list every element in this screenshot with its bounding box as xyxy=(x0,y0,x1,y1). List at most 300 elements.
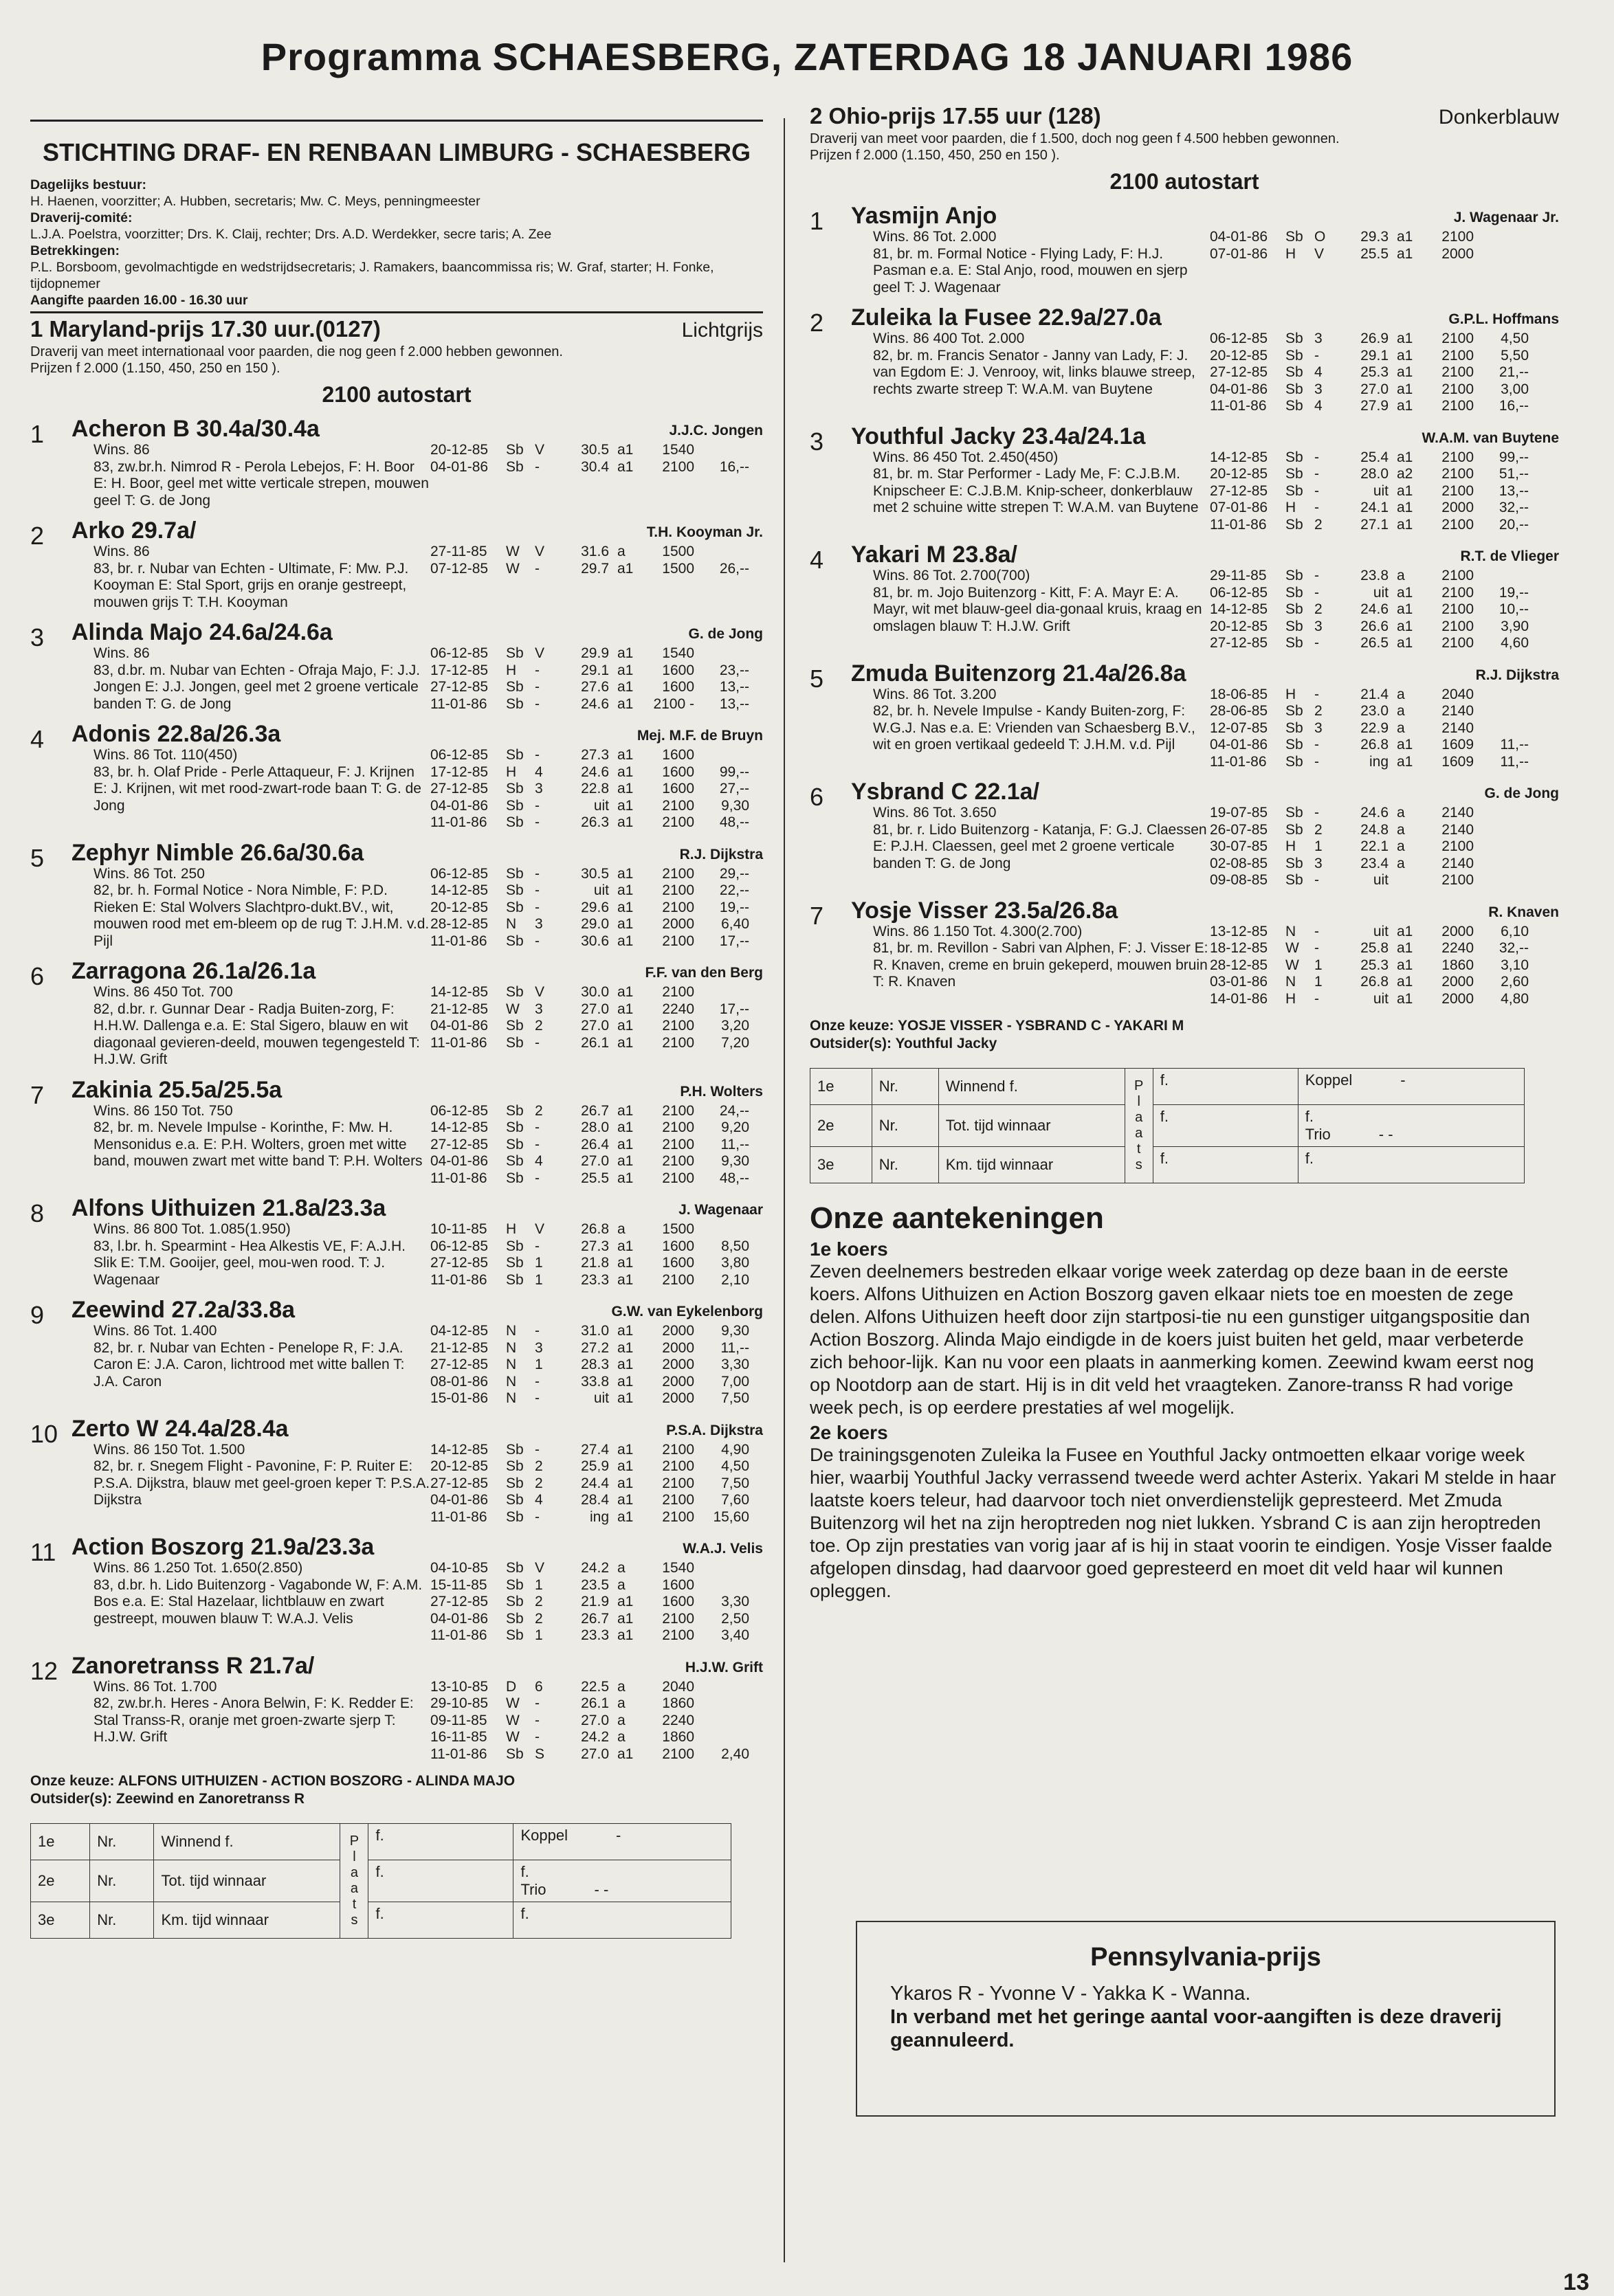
run-date: 06-12-85 xyxy=(1210,331,1268,346)
run-date: 11-01-86 xyxy=(1210,753,1267,770)
run-time: 25.5 xyxy=(1360,245,1389,262)
run-track: Sb xyxy=(506,645,524,661)
run-code: a1 xyxy=(617,747,634,763)
horse-body xyxy=(873,924,1559,1008)
run-time: 26.7 xyxy=(581,1610,609,1627)
run-date: 27-12-85 xyxy=(1210,482,1268,499)
run-date: 07-01-86 xyxy=(1210,245,1268,262)
run-place: - xyxy=(535,899,540,915)
run-code: a1 xyxy=(1397,516,1413,533)
run-track: D xyxy=(506,1678,517,1695)
run-place: - xyxy=(535,1508,540,1525)
run-time: 24.1 xyxy=(1360,500,1389,515)
horse-number: 1 xyxy=(30,420,45,448)
run-time: 24.2 xyxy=(581,1729,609,1745)
run-odds xyxy=(694,544,749,561)
page-title: Programma SCHAESBERG, ZATERDAG 18 JANUARI 1986 xyxy=(261,35,1353,78)
form-row xyxy=(430,1713,763,1730)
horse-form xyxy=(430,984,763,1069)
run-date: 27-12-85 xyxy=(430,1255,489,1271)
horse-name: Alfons Uithuizen 21.8a/23.3a xyxy=(71,1195,386,1221)
run-place: 4 xyxy=(535,764,543,780)
form-row xyxy=(430,1221,763,1238)
run-date: 27-12-85 xyxy=(430,1136,489,1152)
run-track: N xyxy=(506,916,517,932)
run-distance: 2100 xyxy=(662,1136,694,1152)
horse-entry xyxy=(810,203,1559,296)
run-date: 07-12-85 xyxy=(430,560,489,577)
form-row xyxy=(430,866,763,883)
notes-heading: 1e koers xyxy=(810,1238,888,1260)
run-date: 11-01-86 xyxy=(430,1271,487,1288)
result-place: 3e xyxy=(31,1902,90,1939)
run-distance: 1600 xyxy=(662,1238,694,1254)
run-time: 29.7 xyxy=(581,560,609,577)
plaats-label: P l a a t s xyxy=(340,1824,368,1939)
run-odds: 7,20 xyxy=(721,1034,749,1051)
form-row xyxy=(1210,398,1559,415)
result-label: Tot. tijd winnaar xyxy=(154,1860,340,1902)
run-place: 3 xyxy=(1314,381,1323,397)
form-row xyxy=(430,1001,763,1018)
run-distance: 2000 xyxy=(662,916,694,932)
run-track: Sb xyxy=(506,442,524,458)
run-odds: 99,-- xyxy=(1499,449,1529,465)
horse-body xyxy=(93,1442,763,1526)
run-code: a1 xyxy=(617,1323,634,1339)
run-code: a1 xyxy=(1397,381,1413,397)
run-track: H xyxy=(506,764,517,780)
run-time: 31.6 xyxy=(581,544,609,559)
page-number: 13 xyxy=(1563,2269,1589,2295)
run-place: - xyxy=(1314,753,1319,770)
run-odds: 7,50 xyxy=(721,1390,749,1406)
form-row xyxy=(430,561,763,578)
horse-body xyxy=(873,449,1559,534)
run-place: 2 xyxy=(535,1018,543,1034)
run-code: a1 xyxy=(617,882,634,898)
run-distance: 2100 xyxy=(662,1441,694,1458)
horse-entry xyxy=(30,1534,763,1645)
horse-form xyxy=(1210,805,1559,889)
run-date: 20-12-85 xyxy=(1210,618,1268,634)
run-code: a1 xyxy=(617,662,634,678)
run-time: 25.3 xyxy=(1360,957,1389,973)
run-date: 13-12-85 xyxy=(1210,923,1268,939)
result-label: Km. tijd winnaar xyxy=(154,1902,340,1939)
horse-entry xyxy=(30,1195,763,1289)
run-odds xyxy=(1474,568,1529,585)
run-date: 18-06-85 xyxy=(1210,686,1268,702)
form-row xyxy=(430,900,763,917)
run-date: 27-12-85 xyxy=(430,1594,489,1609)
run-track: H xyxy=(506,662,517,678)
run-code: a1 xyxy=(617,645,634,661)
run-date: 04-01-86 xyxy=(1210,737,1268,753)
run-code: a1 xyxy=(617,1018,634,1034)
run-place: 2 xyxy=(1314,516,1323,533)
run-track: Sb xyxy=(506,1238,524,1254)
run-track: Sb xyxy=(506,1441,524,1458)
run-distance: 2100 xyxy=(662,1170,694,1186)
run-distance: 2100 xyxy=(662,1018,694,1034)
run-date: 14-12-85 xyxy=(1210,449,1268,465)
horse-body xyxy=(93,1560,763,1645)
run-code: a1 xyxy=(1397,940,1413,956)
run-odds xyxy=(694,1221,749,1238)
run-odds: 19,-- xyxy=(1499,584,1529,601)
run-code: a xyxy=(617,1712,626,1728)
result-table xyxy=(30,1823,731,1939)
run-odds: 2,40 xyxy=(721,1746,749,1762)
run-code: a1 xyxy=(617,814,634,830)
run-track: Sb xyxy=(1285,516,1303,533)
run-date: 06-12-85 xyxy=(430,1238,489,1254)
run-track: N xyxy=(506,1390,517,1406)
run-time: 27.6 xyxy=(581,679,609,695)
run-distance: 1500 xyxy=(662,560,694,577)
org-name: STICHTING DRAF- EN RENBAAN LIMBURG - SCHAESBERG xyxy=(43,138,751,166)
horse-name: Zeewind 27.2a/33.8a xyxy=(71,1297,296,1323)
horse-driver: H.J.W. Grift xyxy=(685,1659,763,1675)
run-track: N xyxy=(506,1339,517,1356)
run-code: a1 xyxy=(617,865,634,882)
form-row xyxy=(430,814,763,832)
horse-driver: G. de Jong xyxy=(1484,785,1559,801)
run-date: 04-01-86 xyxy=(430,1018,489,1034)
horse-body xyxy=(93,1103,763,1188)
trio-label: Trio xyxy=(1305,1126,1331,1143)
form-row xyxy=(430,1390,763,1407)
form-row xyxy=(430,764,763,781)
run-odds: 15,60 xyxy=(713,1508,749,1525)
run-time: uit xyxy=(1373,584,1389,601)
run-date: 04-01-86 xyxy=(430,458,489,475)
run-time: 24.8 xyxy=(1360,821,1389,838)
run-code: a1 xyxy=(617,1373,634,1390)
run-distance: 2000 xyxy=(662,1323,694,1339)
run-odds xyxy=(1474,246,1529,263)
horse-number: 6 xyxy=(810,783,824,811)
run-date: 14-12-85 xyxy=(430,984,489,1000)
run-time: 22.8 xyxy=(581,781,609,796)
run-track: Sb xyxy=(1285,449,1303,465)
run-distance: 1600 xyxy=(662,1255,694,1271)
form-row xyxy=(430,1119,763,1137)
run-date: 21-12-85 xyxy=(430,1339,489,1356)
right-column xyxy=(810,103,1559,1603)
horse-description: Wins. 86 83, br. r. Nubar van Echten - Ultimate, F: Mw. P.J. Kooyman E: Stal Sport, grijs en oranje gestreept, mouwen grijs T: T.H. Kooyman xyxy=(93,544,409,610)
run-code: a1 xyxy=(1397,923,1413,939)
run-track: Sb xyxy=(506,1136,524,1152)
run-odds: 3,40 xyxy=(721,1627,749,1643)
run-time: 27.4 xyxy=(581,1441,609,1458)
horse-name: Yasmijn Anjo xyxy=(851,203,997,229)
run-date: 15-11-85 xyxy=(430,1576,487,1593)
run-place: - xyxy=(1314,482,1319,499)
race-start: 2100 autostart xyxy=(322,382,472,407)
horse-form xyxy=(430,442,763,509)
form-row xyxy=(430,1340,763,1357)
run-distance: 2100 xyxy=(1441,516,1474,533)
run-odds: 32,-- xyxy=(1499,500,1529,515)
run-time: 26.3 xyxy=(581,814,609,830)
result-place: 1e xyxy=(31,1824,90,1860)
run-distance: 2100 xyxy=(1441,601,1474,617)
run-date: 14-12-85 xyxy=(430,882,489,898)
horse-name: Youthful Jacky 23.4a/24.1a xyxy=(851,423,1146,449)
notes-body xyxy=(810,1238,1559,1603)
run-code: a1 xyxy=(617,933,634,949)
run-odds: 4,90 xyxy=(721,1441,749,1458)
horse-driver: T.H. Kooyman Jr. xyxy=(646,524,763,540)
run-time: 26.9 xyxy=(1360,331,1389,346)
run-track: Sb xyxy=(1285,855,1303,871)
form-row xyxy=(1210,500,1559,517)
org-line: H. Haenen, voorzitter; A. Hubben, secretaris; Mw. C. Meys, penningmeester xyxy=(30,194,480,209)
run-code: a1 xyxy=(617,1746,634,1762)
run-time: 26.1 xyxy=(581,1695,609,1711)
horse-form xyxy=(1210,449,1559,534)
run-time: 23.3 xyxy=(581,1627,609,1643)
form-row xyxy=(1210,957,1559,974)
run-track: Sb xyxy=(1285,229,1303,245)
run-time: 26.8 xyxy=(1360,974,1389,990)
run-time: 23.0 xyxy=(1360,703,1389,719)
run-odds: 11,-- xyxy=(720,1136,749,1152)
run-place: V xyxy=(535,645,545,661)
run-odds: 9,20 xyxy=(721,1119,749,1135)
run-odds: 3,90 xyxy=(1501,618,1529,634)
run-date: 11-01-86 xyxy=(430,695,487,712)
run-code: a1 xyxy=(617,1458,634,1474)
form-row xyxy=(430,1442,763,1459)
horse-description: Wins. 86 Tot. 3.200 82, br. h. Nevele Impulse - Kandy Buiten-zorg, F: W.G.J. Nas e.a. E: Vrienden van Schaesberg B.V., wit en groen vertikaal gedeeld T: J.H.M. v.d. Pijl xyxy=(873,686,1195,753)
run-code: a xyxy=(1397,855,1405,871)
trio-dash: - - xyxy=(594,1881,609,1898)
run-date: 16-11-85 xyxy=(430,1729,487,1745)
run-distance: 2100 xyxy=(662,1475,694,1491)
run-date: 27-12-85 xyxy=(1210,364,1268,380)
run-time: uit xyxy=(1373,990,1389,1007)
run-odds: 11,-- xyxy=(720,1339,749,1356)
horse-number: 12 xyxy=(30,1656,58,1685)
run-time: 30.5 xyxy=(581,865,609,882)
run-code: a1 xyxy=(617,899,634,915)
horse-driver: J.J.C. Jongen xyxy=(669,423,763,438)
run-place: - xyxy=(1314,940,1319,956)
run-place: - xyxy=(1314,584,1319,601)
run-distance: 2000 xyxy=(1441,923,1474,939)
run-time: 25.9 xyxy=(581,1458,609,1474)
run-date: 20-12-85 xyxy=(430,899,489,915)
run-date: 11-01-86 xyxy=(1210,516,1267,533)
run-code: a1 xyxy=(617,1136,634,1152)
run-odds: 10,-- xyxy=(1499,601,1529,617)
form-row xyxy=(1210,348,1559,365)
form-row xyxy=(1210,331,1559,348)
horse-body xyxy=(93,1221,763,1289)
run-track: Sb xyxy=(1285,737,1303,753)
form-row xyxy=(430,1238,763,1256)
run-code: a1 xyxy=(1397,737,1413,753)
run-code: a1 xyxy=(1397,347,1413,364)
run-time: 30.6 xyxy=(581,933,609,949)
run-code: a xyxy=(1397,568,1405,583)
run-distance: 2240 xyxy=(662,1001,694,1017)
run-distance: 2100 xyxy=(662,1610,694,1627)
run-track: Sb xyxy=(506,1594,524,1609)
run-odds xyxy=(1474,720,1529,737)
place-value: f. xyxy=(1153,1147,1298,1183)
run-place: 1 xyxy=(535,1576,543,1593)
run-place: V xyxy=(535,984,545,1000)
run-distance: 2100 xyxy=(662,1458,694,1474)
koppel-dash: - xyxy=(615,1827,621,1844)
run-distance: 1600 xyxy=(662,764,694,780)
run-time: 28.4 xyxy=(581,1492,609,1508)
horse-entry xyxy=(810,660,1559,771)
horse-entry xyxy=(30,1653,763,1763)
result-nr: Nr. xyxy=(90,1824,154,1860)
run-odds: 11,-- xyxy=(1500,737,1529,753)
run-date: 04-01-86 xyxy=(430,1492,489,1508)
place-value: f. xyxy=(368,1860,513,1902)
horse-description: Wins. 86 Tot. 250 82, br. h. Formal Notice - Nora Nimble, F: P.D. Rieken E: Stal Wolvers Slachtpro-dukt.BV., wit, mouwen rood met em-bleem op de rug T: J.H.M. v.d. Pijl xyxy=(93,865,430,949)
form-row xyxy=(430,781,763,798)
run-code: a1 xyxy=(617,984,634,1000)
form-row xyxy=(1210,601,1559,618)
run-date: 11-01-86 xyxy=(430,1508,487,1525)
outsiders: Outsider(s): Youthful Jacky xyxy=(810,1036,997,1051)
org-line: Aangifte paarden 16.00 - 16.30 uur xyxy=(30,293,248,308)
run-date: 27-11-85 xyxy=(430,544,487,559)
run-distance: 2100 xyxy=(662,814,694,830)
run-time: 27.3 xyxy=(581,747,609,763)
run-distance: 1609 xyxy=(1441,753,1474,770)
run-distance: 1600 xyxy=(662,747,694,763)
run-odds xyxy=(1474,838,1529,856)
run-code: a1 xyxy=(1397,482,1413,499)
run-code: a xyxy=(617,1576,626,1593)
run-odds xyxy=(694,1729,749,1746)
result-label: Winnend f. xyxy=(938,1069,1125,1105)
form-row xyxy=(430,1475,763,1493)
run-code: a1 xyxy=(617,1627,634,1643)
run-odds: 3,30 xyxy=(721,1594,749,1609)
run-distance: 1540 xyxy=(662,1560,694,1576)
run-track: Sb xyxy=(506,1508,524,1525)
run-track: Sb xyxy=(1285,398,1303,414)
run-distance: 1540 xyxy=(662,442,694,458)
run-track: Sb xyxy=(1285,584,1303,601)
form-row xyxy=(430,645,763,662)
horse-name: Action Boszorg 21.9a/23.3a xyxy=(71,1534,375,1560)
run-odds: 24,-- xyxy=(719,1102,749,1119)
form-row xyxy=(430,1679,763,1696)
run-code: a1 xyxy=(617,679,634,695)
horse-driver: W.A.M. van Buytene xyxy=(1422,430,1559,446)
run-distance: 2100 xyxy=(1441,398,1474,414)
run-time: 26.4 xyxy=(581,1136,609,1152)
run-distance: 1600 xyxy=(662,1594,694,1609)
result-row xyxy=(31,1902,731,1939)
run-distance: 2140 xyxy=(1441,720,1474,736)
run-distance: 1600 xyxy=(662,1576,694,1593)
run-track: W xyxy=(1285,957,1299,973)
run-place: - xyxy=(535,560,540,577)
result-place: 3e xyxy=(810,1147,872,1183)
run-track: W xyxy=(506,544,520,559)
horse-number: 4 xyxy=(30,725,45,753)
run-date: 06-12-85 xyxy=(430,645,489,661)
horse-entry xyxy=(30,1077,763,1188)
run-distance: 2100 xyxy=(662,899,694,915)
run-track: N xyxy=(1285,974,1296,990)
form-row xyxy=(430,1577,763,1594)
horse-entry xyxy=(30,840,763,950)
run-place: - xyxy=(535,797,540,814)
run-distance: 1540 xyxy=(662,645,694,661)
run-time: 24.6 xyxy=(1360,601,1389,617)
run-date: 19-07-85 xyxy=(1210,805,1268,821)
form-row xyxy=(1210,805,1559,822)
run-time: 26.5 xyxy=(1360,635,1389,651)
run-code: a xyxy=(1397,703,1405,719)
run-time: 25.3 xyxy=(1360,364,1389,380)
form-row xyxy=(430,1170,763,1188)
run-odds: 17,-- xyxy=(719,933,749,949)
run-track: Sb xyxy=(506,747,524,763)
run-time: 27.1 xyxy=(1360,516,1389,533)
run-date: 11-01-86 xyxy=(430,933,487,949)
run-odds: 7,60 xyxy=(721,1492,749,1508)
form-row xyxy=(1210,687,1559,704)
run-time: 26.7 xyxy=(581,1102,609,1119)
form-row xyxy=(430,916,763,933)
run-place: - xyxy=(535,1373,540,1390)
run-date: 17-12-85 xyxy=(430,662,489,678)
trio-f: f. xyxy=(520,1905,529,1922)
left-column xyxy=(30,117,763,1939)
race-title: 1 Maryland-prijs 17.30 uur.(0127) xyxy=(30,316,381,342)
run-place: V xyxy=(535,1560,545,1576)
run-place: 1 xyxy=(535,1627,543,1643)
run-date: 04-01-86 xyxy=(430,1153,489,1169)
run-track: Sb xyxy=(506,1576,524,1593)
run-time: 27.0 xyxy=(581,1001,609,1017)
run-code: a1 xyxy=(617,916,634,932)
run-date: 21-12-85 xyxy=(430,1001,489,1017)
race-conditions: Draverij van meet internationaal voor paarden, die nog geen f 2.000 hebben gewonnen. Prijzen f 2.000 (1.150, 450, 250 en 150 ). xyxy=(30,344,563,376)
run-track: Sb xyxy=(506,695,524,712)
horse-number: 2 xyxy=(30,522,45,550)
horse-driver: G.P.L. Hoffmans xyxy=(1448,311,1559,327)
form-row xyxy=(430,1255,763,1272)
run-date: 17-12-85 xyxy=(430,764,489,780)
run-track: Sb xyxy=(506,1610,524,1627)
form-row xyxy=(430,1458,763,1475)
run-distance: 2000 xyxy=(662,1357,694,1372)
run-date: 11-01-86 xyxy=(430,1627,487,1643)
run-date: 08-01-86 xyxy=(430,1373,489,1390)
run-track: Sb xyxy=(1285,381,1303,397)
horse-driver: F.F. van den Berg xyxy=(645,965,763,981)
run-time: 29.1 xyxy=(581,662,609,678)
run-time: 29.1 xyxy=(1360,347,1389,364)
race-header xyxy=(30,316,763,342)
run-odds: 9,30 xyxy=(721,1323,749,1339)
